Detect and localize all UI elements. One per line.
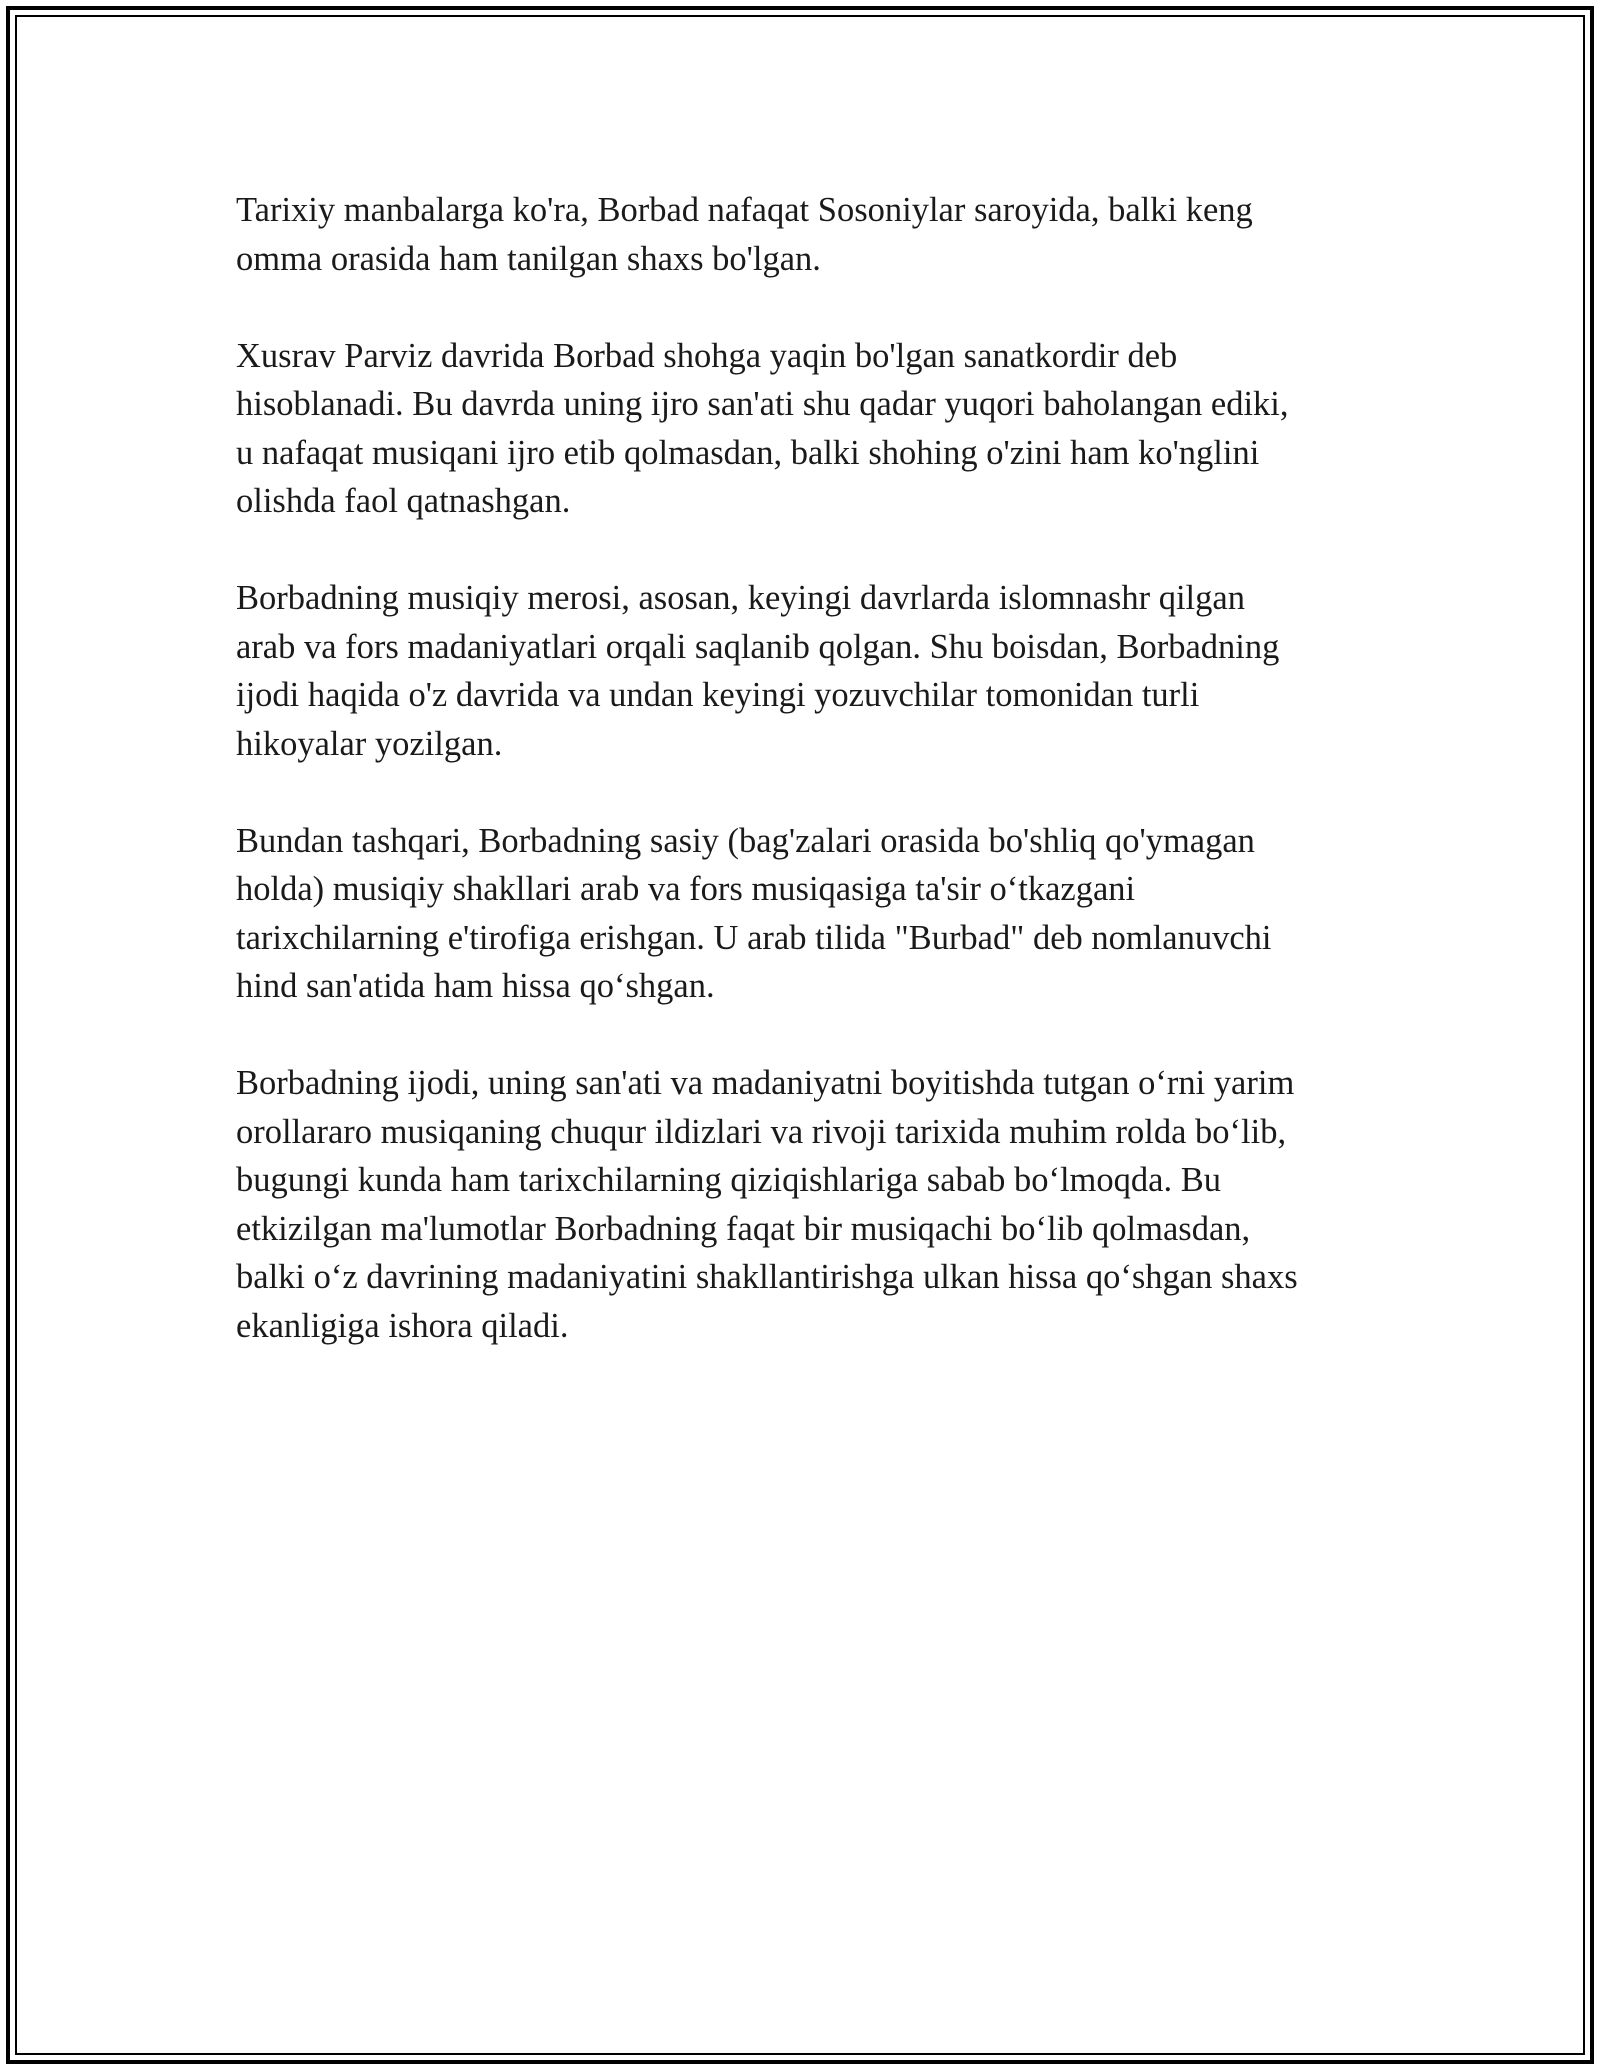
text-line: hisoblanadi. Bu davrda uning ijro san'ati shu qadar yuqori baholangan ediki, xyxy=(236,385,1289,423)
text-line: Tarixiy manbalarga ko'ra, Borbad nafaqat Sosoniylar saroyida, balki keng xyxy=(236,191,1253,229)
text-line: Bundan tashqari, Borbadning sasiy (bag'zalari orasida bo'shliq qo'ymagan xyxy=(236,821,1255,860)
text-line: Borbadning musiqiy merosi, asosan, keyingi davrlarda islomnashr qilgan xyxy=(236,579,1245,617)
paragraph-4 xyxy=(236,817,1376,1011)
paragraph-5 xyxy=(236,1059,1376,1350)
text-line: olishda faol qatnashgan. xyxy=(236,482,571,520)
text-line: Xusrav Parviz davrida Borbad shohga yaqin bo'lgan sanatkordir deb xyxy=(236,336,1178,375)
text-line: bugungi kunda ham tarixchilarning qiziqishlariga sabab bo‘lmoqda. Bu xyxy=(236,1161,1221,1199)
paragraph-3 xyxy=(236,574,1376,768)
text-line: hind san'atida ham hissa qo‘shgan. xyxy=(236,967,715,1005)
document-body xyxy=(236,186,1376,1399)
text-line: omma orasida ham tanilgan shaxs bo'lgan. xyxy=(236,239,821,278)
paragraph-1 xyxy=(236,186,1376,283)
text-line: ekanligiga ishora qiladi. xyxy=(236,1306,569,1345)
text-line: orollararo musiqaning chuqur ildizlari va rivoji tarixida muhim rolda bo‘lib, xyxy=(236,1112,1287,1151)
text-line: holda) musiqiy shakllari arab va fors musiqasiga ta'sir o‘tkazgani xyxy=(236,870,1136,908)
text-line: Borbadning ijodi, uning san'ati va madaniyatni boyitishda tutgan o‘rni yarim xyxy=(236,1064,1295,1102)
text-line: etkizilgan ma'lumotlar Borbadning faqat bir musiqachi bo‘lib qolmasdan, xyxy=(236,1209,1251,1248)
text-line: tarixchilarning e'tirofiga erishgan. U arab tilida "Burbad" deb nomlanuvchi xyxy=(236,918,1272,957)
text-line: balki o‘z davrining madaniyatini shakllantirishga ulkan hissa qo‘shgan shaxs xyxy=(236,1258,1298,1296)
text-line: u nafaqat musiqani ijro etib qolmasdan, balki shohing o'zini ham ko'nglini xyxy=(236,433,1260,472)
text-line: arab va fors madaniyatlari orqali saqlanib qolgan. Shu boisdan, Borbadning xyxy=(236,627,1280,666)
text-line: ijodi haqida o'z davrida va undan keyingi yozuvchilar tomonidan turli xyxy=(236,676,1200,714)
text-line: hikoyalar yozilgan. xyxy=(236,724,503,763)
paragraph-2 xyxy=(236,332,1376,526)
